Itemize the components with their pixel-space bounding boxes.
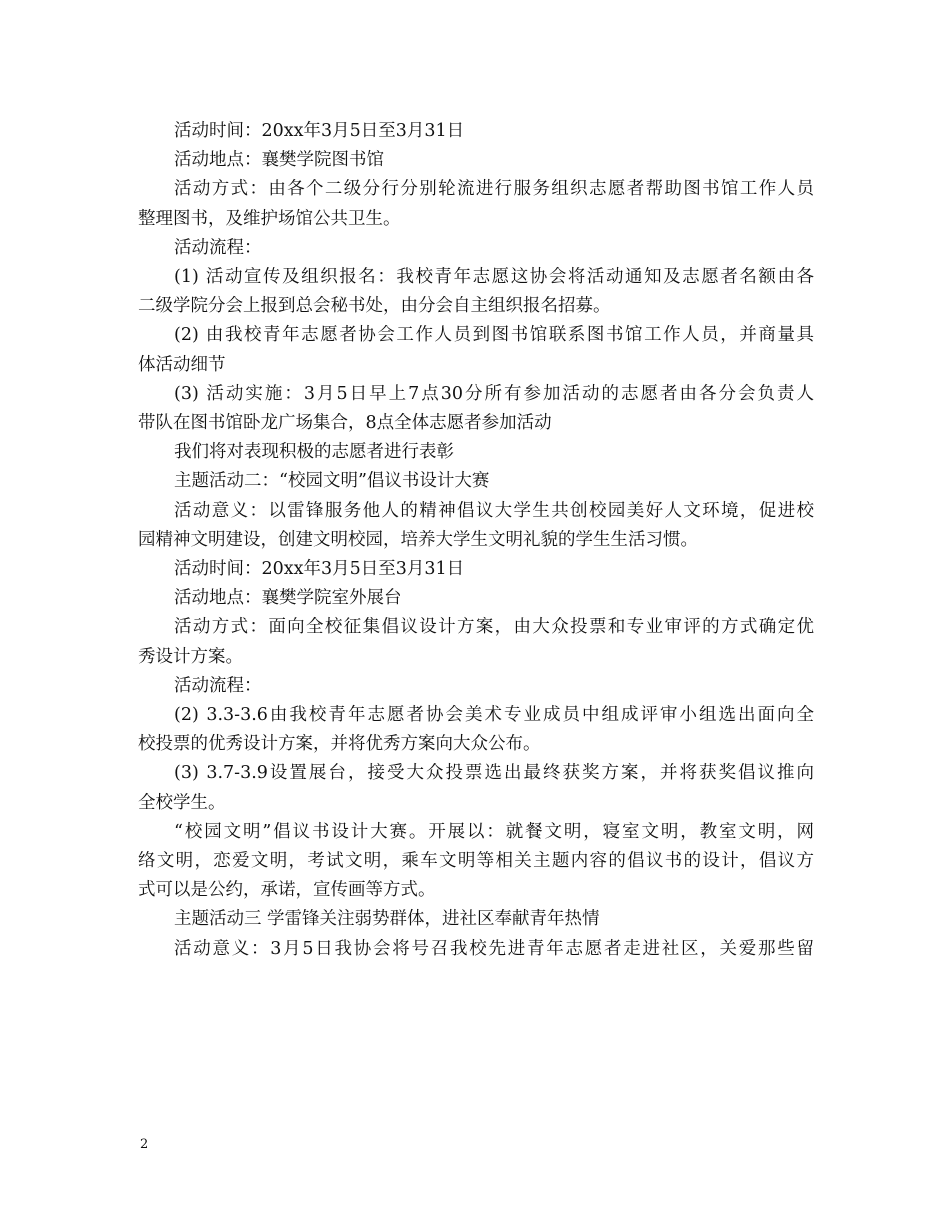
text-line: 主题活动三 学雷锋关注弱势群体，进社区奉献青年热情 [174, 909, 600, 930]
text-line: 活动意义：3月5日我协会将号召我校先进青年志愿者走进社区，关爱那些留 [174, 938, 814, 959]
text-line: 活动流程： [174, 675, 262, 696]
document-body [138, 117, 814, 964]
text-line: 我们将对表现积极的志愿者进行表彰 [174, 442, 454, 463]
text-line: 园精神文明建设，创建文明校园，培养大学生文明礼貌的学生生活习惯。 [138, 529, 698, 550]
text-line: 活动方式：面向全校征集倡议设计方案，由大众投票和专业审评的方式确定优 [174, 617, 814, 638]
text-line: “校园文明”倡议书设计大赛。开展以：就餐文明，寝室文明，教室文明，网 [174, 821, 814, 842]
text-line: 活动意义：以雷锋服务他人的精神倡议大学生共创校园美好人文环境，促进校 [174, 500, 814, 521]
text-line: 活动地点：襄樊学院室外展台 [174, 588, 402, 609]
text-line: (3) 3.7-3.9设置展台，接受大众投票选出最终获奖方案，并将获奖倡议推向 [174, 763, 814, 784]
text-line: (2) 由我校青年志愿者协会工作人员到图书馆联系图书馆工作人员，并商量具 [174, 325, 814, 346]
text-line: (3) 活动实施：3月5日早上7点30分所有参加活动的志愿者由各分会负责人 [174, 383, 814, 404]
text-line: 活动地点：襄樊学院图书馆 [174, 150, 384, 171]
text-line: 全校学生。 [138, 792, 226, 813]
text-line: 活动方式：由各个二级分行分别轮流进行服务组织志愿者帮助图书馆工作人员 [174, 179, 814, 200]
text-line: 活动流程： [174, 237, 262, 258]
text-line: 体活动细节 [138, 354, 226, 375]
text-line: 活动时间：20xx年3月5日至3月31日 [174, 121, 465, 141]
page-number: 2 [140, 1137, 149, 1152]
text-line: 整理图书，及维护场馆公共卫生。 [138, 208, 401, 229]
text-line: 校投票的优秀设计方案，并将优秀方案向大众公布。 [138, 734, 541, 755]
text-line: 主题活动二：“校园文明”倡议书设计大赛 [174, 471, 490, 492]
text-line: (2) 3.3-3.6由我校青年志愿者协会美术专业成员中组成评审小组选出面向全 [174, 705, 814, 726]
text-line: 二级学院分会上报到总会秘书处，由分会自主组织报名招募。 [138, 296, 611, 317]
text-line: 秀设计方案。 [138, 646, 243, 667]
text-line: 式可以是公约，承诺，宣传画等方式。 [138, 880, 436, 901]
text-line: 络文明，恋爱文明，考试文明，乘车文明等相关主题内容的倡议书的设计，倡议方 [138, 851, 814, 872]
text-line: (1) 活动宣传及组织报名：我校青年志愿这协会将活动通知及志愿者名额由各 [174, 267, 814, 288]
text-line: 带队在图书馆卧龙广场集合，8点全体志愿者参加活动 [138, 413, 552, 434]
text-line: 活动时间：20xx年3月5日至3月31日 [174, 559, 465, 580]
